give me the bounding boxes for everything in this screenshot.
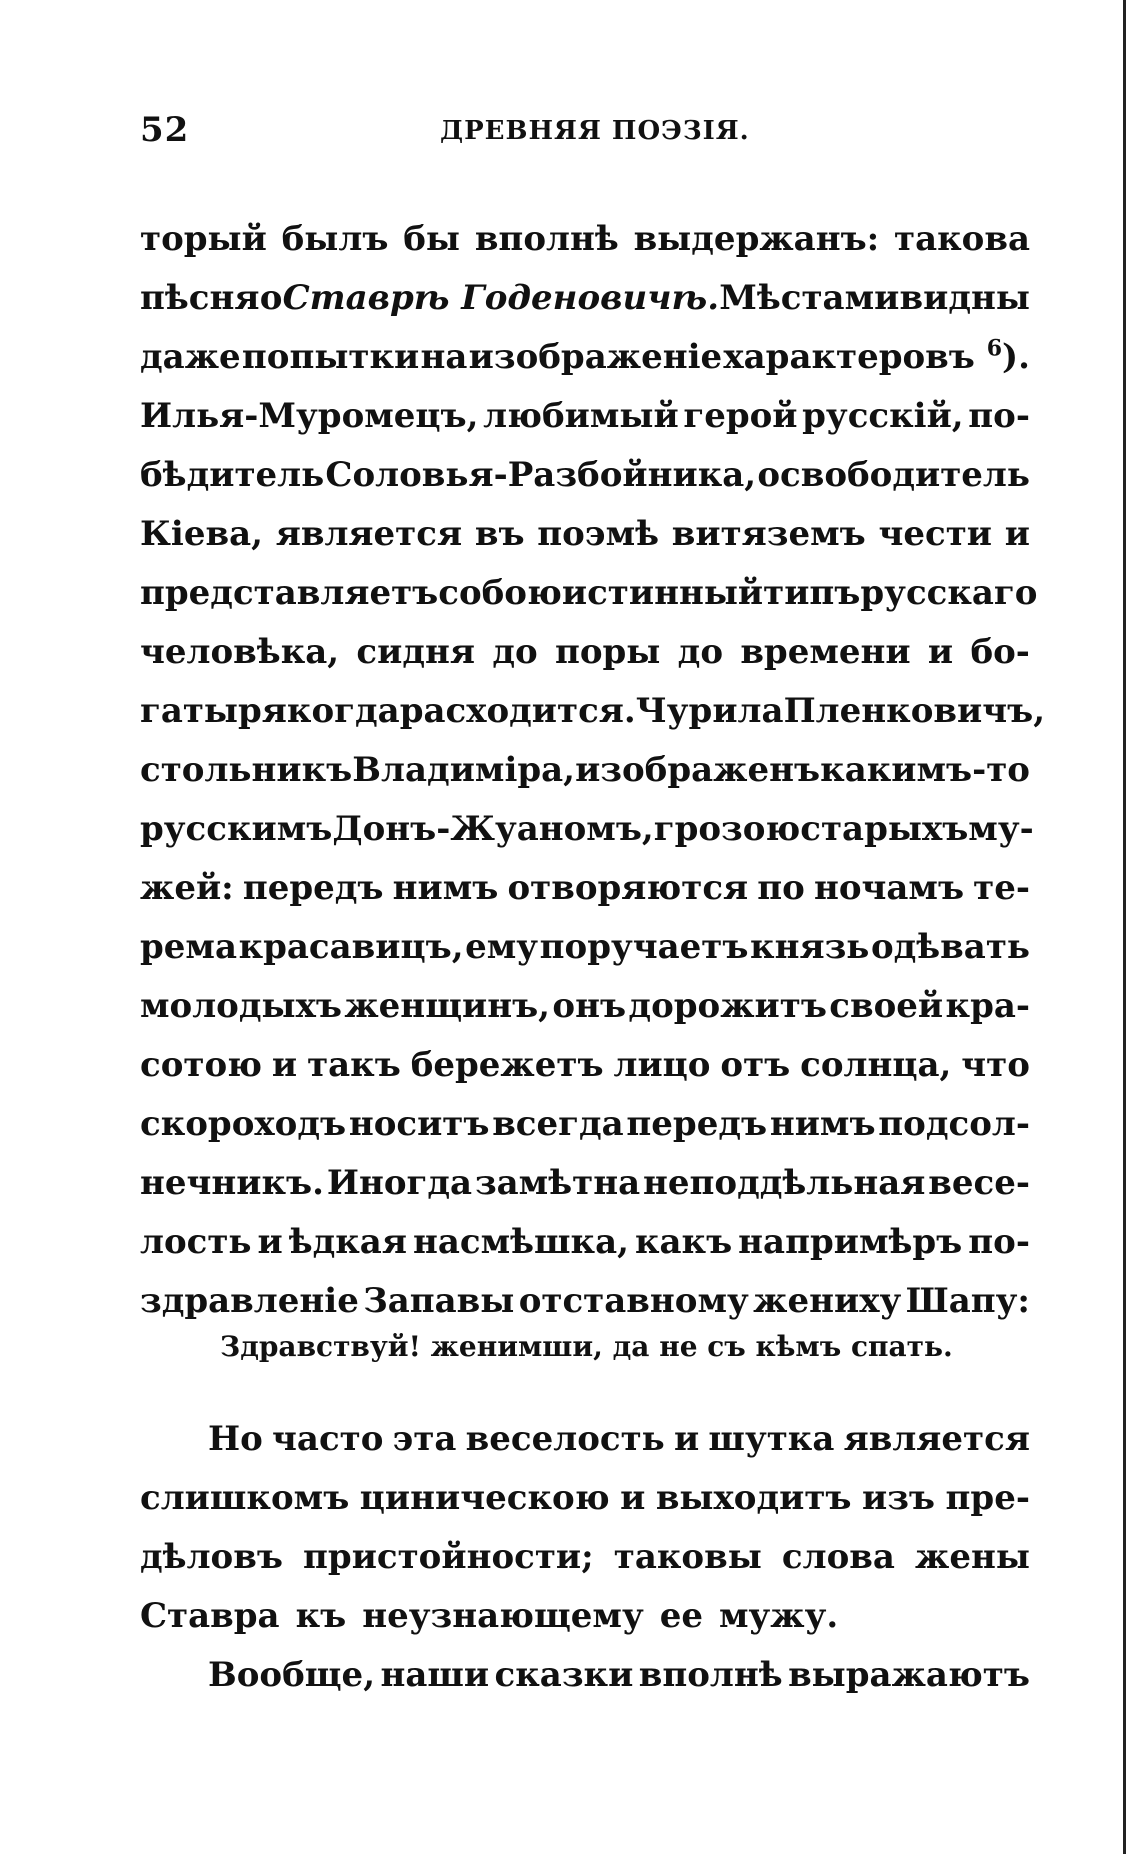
word: дѣловъ xyxy=(140,1537,283,1577)
word: и xyxy=(927,632,954,672)
word: весе- xyxy=(928,1163,1030,1203)
word: любимый xyxy=(483,396,679,436)
word: ему xyxy=(465,927,539,967)
word: грозою xyxy=(653,809,801,849)
word: какимъ-то xyxy=(820,750,1030,790)
word: поэмѣ xyxy=(537,514,660,554)
word: Пленковичъ, xyxy=(783,691,1046,731)
word: истинный xyxy=(561,573,764,613)
word: отворяются xyxy=(507,868,749,908)
word: кра- xyxy=(945,986,1030,1026)
word: къ xyxy=(295,1596,347,1636)
paragraph-2 xyxy=(140,1410,1030,1705)
word: до xyxy=(677,632,724,672)
word: является xyxy=(843,1419,1030,1459)
word: русскимъ xyxy=(140,809,333,849)
word: носитъ xyxy=(348,1104,490,1144)
word: на xyxy=(420,337,468,377)
word: неузнающему xyxy=(362,1596,644,1636)
text-line xyxy=(140,918,1030,977)
paragraph-3 xyxy=(140,1646,1030,1705)
word: своей xyxy=(829,986,944,1026)
word: му- xyxy=(968,809,1034,849)
word: такова xyxy=(894,219,1030,259)
verse-quote: Здравствуй! женимши, да не съ кѣмъ спать. xyxy=(220,1330,953,1363)
text-line xyxy=(140,269,1030,328)
word: и xyxy=(620,1478,646,1518)
word: дорожитъ xyxy=(628,986,827,1026)
text-line xyxy=(140,623,1030,682)
word: шутка xyxy=(708,1419,835,1459)
word: жены xyxy=(915,1537,1030,1577)
word: мужу. xyxy=(718,1596,839,1636)
word: слова xyxy=(781,1537,895,1577)
word: представляетъ xyxy=(140,573,439,613)
word: русскій, xyxy=(802,396,964,436)
word: вполнѣ xyxy=(638,1655,783,1695)
word: русскаго xyxy=(860,573,1038,613)
word: Шапу: xyxy=(905,1281,1030,1321)
word: пѣсня xyxy=(140,278,260,318)
word: и xyxy=(673,1419,700,1459)
word: онъ xyxy=(552,986,627,1026)
word: красавицъ, xyxy=(238,927,464,967)
word: гатыря xyxy=(140,691,287,731)
text-line xyxy=(140,1272,1030,1331)
word: одѣвать xyxy=(870,927,1030,967)
scan-edge-line xyxy=(1123,0,1126,1854)
word: напримѣръ xyxy=(738,1222,963,1262)
word: даже xyxy=(140,337,241,377)
text-line xyxy=(140,387,1030,446)
word: стольникъ xyxy=(140,750,353,790)
word: ее xyxy=(659,1596,703,1636)
word: поры xyxy=(554,632,661,672)
word: лость xyxy=(140,1222,252,1262)
text-line xyxy=(140,1528,1030,1587)
text-line xyxy=(140,1469,1030,1528)
word: когда xyxy=(286,691,400,731)
word: Вообще, xyxy=(208,1655,376,1695)
word: бы xyxy=(403,219,461,259)
word: Кіева, xyxy=(140,514,263,554)
word: пре- xyxy=(945,1478,1030,1518)
word: Но xyxy=(208,1419,263,1459)
running-head: ДРЕВНЯЯ ПОЭЗІЯ. xyxy=(440,116,750,146)
word: князь xyxy=(750,927,870,967)
word: солнца, xyxy=(800,1045,952,1085)
word: нимъ xyxy=(769,1104,876,1144)
word: женщинъ, xyxy=(344,986,551,1026)
word: наши xyxy=(380,1655,490,1695)
word: Ставрѣ Годеновичѣ. xyxy=(282,278,720,318)
word: человѣка, xyxy=(140,632,340,672)
word: веселость xyxy=(465,1419,665,1459)
word: является xyxy=(275,514,463,554)
word: Илья-Муромецъ, xyxy=(140,396,479,436)
word: Мѣстами xyxy=(719,278,900,318)
word: типъ xyxy=(763,573,861,613)
text-line xyxy=(140,564,1038,623)
word: здравленіе xyxy=(140,1281,359,1321)
word: старыхъ xyxy=(800,809,969,849)
word: нечникъ. xyxy=(140,1163,324,1203)
text-line xyxy=(140,741,1030,800)
text-line xyxy=(140,1410,1030,1469)
word: выражаютъ xyxy=(788,1655,1030,1695)
word: вполнѣ xyxy=(474,219,619,259)
word: насмѣшка, xyxy=(412,1222,629,1262)
text-line xyxy=(140,682,1046,741)
word: поручаетъ xyxy=(539,927,749,967)
text-line xyxy=(140,505,1030,564)
word: Ставра xyxy=(140,1596,280,1636)
text-line xyxy=(140,1587,1030,1646)
word: передъ xyxy=(626,1104,768,1144)
word: Владиміра, xyxy=(352,750,576,790)
word: и xyxy=(271,1045,298,1085)
word: Донъ-Жуаномъ, xyxy=(332,809,654,849)
word: какъ xyxy=(634,1222,733,1262)
word: чести xyxy=(878,514,993,554)
text-line xyxy=(140,446,1030,505)
word: былъ xyxy=(281,219,389,259)
word: отъ xyxy=(720,1045,791,1085)
word: часто xyxy=(272,1419,384,1459)
word: такъ xyxy=(307,1045,401,1085)
word: скороходъ xyxy=(140,1104,347,1144)
word: освободитель xyxy=(757,455,1030,495)
word: изъ xyxy=(862,1478,936,1518)
word: изображенъ xyxy=(575,750,821,790)
word: рема xyxy=(140,927,237,967)
word: выходитъ xyxy=(655,1478,852,1518)
word: сказки xyxy=(494,1655,634,1695)
text-line xyxy=(140,800,1034,859)
word: о xyxy=(259,278,283,318)
word: и xyxy=(257,1222,283,1262)
word: герой xyxy=(683,396,798,436)
word: торый xyxy=(140,219,267,259)
word: бо- xyxy=(970,632,1030,672)
word: по- xyxy=(968,1222,1030,1262)
page-header xyxy=(140,110,1030,170)
page-number: 52 xyxy=(140,110,190,150)
text-line xyxy=(140,859,1030,918)
word: расходится. xyxy=(399,691,636,731)
word: бѣдитель xyxy=(140,455,325,495)
word: подсол- xyxy=(878,1104,1030,1144)
word: ѣдкая xyxy=(288,1222,407,1262)
word: ночамъ xyxy=(813,868,965,908)
word: таковы xyxy=(613,1537,762,1577)
word: нимъ xyxy=(392,868,499,908)
word: всегда xyxy=(492,1104,624,1144)
word: те- xyxy=(973,868,1030,908)
paragraph-1 xyxy=(140,210,1046,1331)
word: въ xyxy=(474,514,525,554)
word: Соловья-Разбойника, xyxy=(325,455,757,495)
text-line xyxy=(140,328,1030,387)
word: Чурила xyxy=(635,691,784,731)
word: Иногда xyxy=(326,1163,473,1203)
word: выдержанъ: xyxy=(633,219,880,259)
word: сотою xyxy=(140,1045,262,1085)
word: неподдѣльная xyxy=(642,1163,926,1203)
text-line xyxy=(140,1154,1030,1213)
word: жей: xyxy=(140,868,234,908)
word: витяземъ xyxy=(671,514,866,554)
word: бережетъ xyxy=(410,1045,604,1085)
word: изображеніе xyxy=(468,337,723,377)
text-line xyxy=(140,977,1030,1036)
word: сидня xyxy=(356,632,476,672)
word: собою xyxy=(438,573,562,613)
word: слишкомъ xyxy=(140,1478,350,1518)
word: что xyxy=(961,1045,1030,1085)
word: замѣтна xyxy=(474,1163,641,1203)
word: и xyxy=(1004,514,1030,554)
word: характеровъ $^6$). xyxy=(723,335,1030,377)
word: Запавы xyxy=(363,1281,515,1321)
text-line xyxy=(140,1036,1030,1095)
text-line xyxy=(140,1095,1030,1154)
word: попытки xyxy=(241,337,420,377)
word: пристойности; xyxy=(303,1537,594,1577)
word: молодыхъ xyxy=(140,986,342,1026)
text-line xyxy=(140,1213,1030,1272)
word: по xyxy=(757,868,805,908)
word: времени xyxy=(740,632,911,672)
word: по- xyxy=(968,396,1030,436)
word: эта xyxy=(392,1419,457,1459)
word: циническою xyxy=(359,1478,610,1518)
word: передъ xyxy=(242,868,384,908)
word: видны xyxy=(899,278,1030,318)
word: жениху xyxy=(753,1281,902,1321)
word: до xyxy=(492,632,538,672)
text-line xyxy=(140,210,1030,269)
word: отставному xyxy=(518,1281,749,1321)
word: лицо xyxy=(613,1045,711,1085)
text-line xyxy=(140,1646,1030,1705)
